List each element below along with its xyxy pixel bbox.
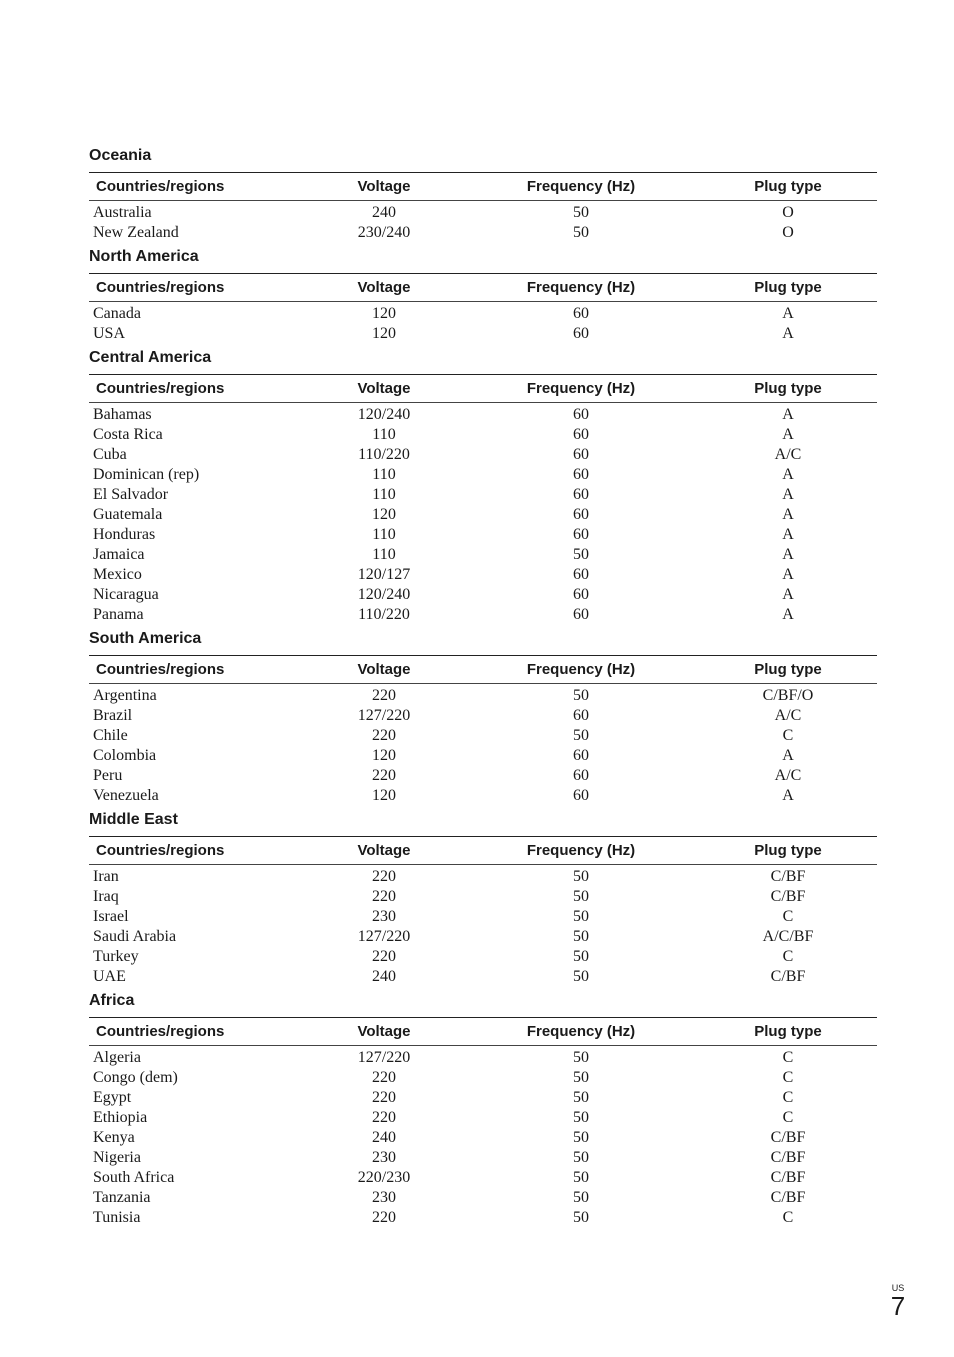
frequency-cell: 50 bbox=[573, 727, 589, 744]
column-header: Frequency (Hz) bbox=[463, 375, 699, 403]
plug-type-cell: C/BF/O bbox=[762, 687, 814, 704]
frequency-cell: 50 bbox=[573, 546, 589, 563]
plug-type-cell: C bbox=[782, 727, 794, 744]
plug-type-cell: C/BF bbox=[770, 888, 806, 905]
voltage-tables-content bbox=[89, 146, 877, 1232]
voltage-cell: 120 bbox=[372, 787, 396, 804]
plug-type-cell: A bbox=[782, 606, 794, 623]
region-table-middle-east bbox=[89, 836, 877, 987]
plug-type-cell: O bbox=[782, 204, 794, 221]
frequency-cell: 60 bbox=[573, 707, 589, 724]
country-cell: South Africa bbox=[93, 1169, 175, 1186]
frequency-cell: 50 bbox=[573, 687, 589, 704]
table-row bbox=[89, 684, 877, 707]
table-row bbox=[89, 324, 877, 344]
page-number bbox=[886, 1283, 910, 1319]
plug-type-cell: A bbox=[782, 586, 794, 603]
voltage-cell: 120/127 bbox=[357, 566, 411, 583]
plug-type-cell: C bbox=[782, 948, 794, 965]
country-cell: Tanzania bbox=[93, 1189, 151, 1206]
voltage-cell: 110/220 bbox=[358, 606, 410, 623]
frequency-cell: 50 bbox=[573, 204, 589, 221]
column-header: Frequency (Hz) bbox=[463, 837, 699, 865]
plug-type-cell: C bbox=[782, 1209, 794, 1226]
frequency-cell: 60 bbox=[573, 606, 589, 623]
country-cell: USA bbox=[93, 325, 126, 342]
country-cell: Panama bbox=[93, 606, 144, 623]
region-title-oceania: Oceania bbox=[89, 147, 152, 164]
voltage-cell: 110 bbox=[372, 466, 396, 483]
column-header: Plug type bbox=[699, 837, 877, 865]
country-cell: Kenya bbox=[93, 1129, 135, 1146]
table-row bbox=[89, 1046, 877, 1069]
country-cell: Tunisia bbox=[93, 1209, 141, 1226]
table-header-row bbox=[89, 173, 877, 201]
country-cell: Venezuela bbox=[93, 787, 159, 804]
frequency-cell: 60 bbox=[573, 325, 589, 342]
table-row bbox=[89, 605, 877, 625]
table-row bbox=[89, 1108, 877, 1128]
table-row bbox=[89, 1088, 877, 1108]
table-row bbox=[89, 465, 877, 485]
country-cell: UAE bbox=[93, 968, 126, 985]
plug-type-cell: A bbox=[782, 486, 794, 503]
table-row bbox=[89, 726, 877, 746]
frequency-cell: 50 bbox=[573, 1109, 589, 1126]
table-header-row bbox=[89, 375, 877, 403]
table-row bbox=[89, 1068, 877, 1088]
table-row bbox=[89, 1128, 877, 1148]
region-table-central-america bbox=[89, 374, 877, 625]
plug-type-cell: C/BF bbox=[770, 968, 806, 985]
table-row bbox=[89, 967, 877, 987]
plug-type-cell: C bbox=[782, 908, 794, 925]
voltage-cell: 110/220 bbox=[358, 446, 410, 463]
table-header-row bbox=[89, 656, 877, 684]
table-row bbox=[89, 525, 877, 545]
plug-type-cell: A/C bbox=[774, 767, 802, 784]
voltage-cell: 220 bbox=[372, 888, 396, 905]
plug-type-cell: A bbox=[782, 325, 794, 342]
voltage-cell: 230 bbox=[372, 1189, 396, 1206]
plug-type-cell: C bbox=[782, 1069, 794, 1086]
voltage-cell: 220 bbox=[372, 948, 396, 965]
frequency-cell: 60 bbox=[573, 305, 589, 322]
table-row bbox=[89, 545, 877, 565]
region-table-africa bbox=[89, 1017, 877, 1228]
country-cell: Mexico bbox=[93, 566, 142, 583]
region-title-middle-east: Middle East bbox=[89, 811, 178, 828]
country-cell: Argentina bbox=[93, 687, 157, 704]
country-cell: Saudi Arabia bbox=[93, 928, 177, 945]
region-table-south-america bbox=[89, 655, 877, 806]
voltage-cell: 220 bbox=[372, 687, 396, 704]
voltage-cell: 220 bbox=[372, 1069, 396, 1086]
plug-type-cell: A bbox=[782, 466, 794, 483]
plug-type-cell: A bbox=[782, 566, 794, 583]
voltage-cell: 220 bbox=[372, 1089, 396, 1106]
country-cell: Costa Rica bbox=[93, 426, 163, 443]
voltage-cell: 120 bbox=[372, 506, 396, 523]
table-row bbox=[89, 786, 877, 806]
table-row bbox=[89, 445, 877, 465]
table-row bbox=[89, 746, 877, 766]
column-header: Voltage bbox=[305, 837, 463, 865]
voltage-cell: 120 bbox=[372, 747, 396, 764]
region-table-oceania bbox=[89, 172, 877, 243]
table-header-row bbox=[89, 837, 877, 865]
table-row bbox=[89, 585, 877, 605]
plug-type-cell: A/C bbox=[774, 446, 802, 463]
column-header: Countries/regions bbox=[89, 173, 305, 201]
plug-type-cell: C/BF bbox=[770, 1169, 806, 1186]
voltage-cell: 120/240 bbox=[357, 406, 411, 423]
country-cell: Cuba bbox=[93, 446, 127, 463]
column-header: Frequency (Hz) bbox=[463, 656, 699, 684]
voltage-cell: 220 bbox=[372, 868, 396, 885]
voltage-cell: 240 bbox=[372, 204, 396, 221]
column-header: Countries/regions bbox=[89, 837, 305, 865]
frequency-cell: 50 bbox=[573, 948, 589, 965]
frequency-cell: 50 bbox=[573, 1069, 589, 1086]
frequency-cell: 50 bbox=[573, 1189, 589, 1206]
plug-type-cell: C bbox=[782, 1049, 794, 1066]
plug-type-cell: A/C/BF bbox=[762, 928, 814, 945]
voltage-cell: 127/220 bbox=[357, 1049, 411, 1066]
plug-type-cell: A bbox=[782, 426, 794, 443]
frequency-cell: 50 bbox=[573, 1049, 589, 1066]
table-row bbox=[89, 927, 877, 947]
frequency-cell: 50 bbox=[573, 868, 589, 885]
table-row bbox=[89, 706, 877, 726]
table-header-row bbox=[89, 274, 877, 302]
table-header-row bbox=[89, 1018, 877, 1046]
voltage-cell: 220 bbox=[372, 727, 396, 744]
plug-type-cell: A bbox=[782, 526, 794, 543]
column-header: Frequency (Hz) bbox=[463, 173, 699, 201]
voltage-cell: 220/230 bbox=[357, 1169, 411, 1186]
table-row bbox=[89, 425, 877, 445]
column-header: Voltage bbox=[305, 274, 463, 302]
voltage-cell: 240 bbox=[372, 968, 396, 985]
column-header: Plug type bbox=[699, 1018, 877, 1046]
table-row bbox=[89, 565, 877, 585]
frequency-cell: 60 bbox=[573, 486, 589, 503]
plug-type-cell: C bbox=[782, 1109, 794, 1126]
voltage-cell: 220 bbox=[372, 767, 396, 784]
table-row bbox=[89, 865, 877, 888]
country-cell: El Salvador bbox=[93, 486, 169, 503]
country-cell: Nigeria bbox=[93, 1149, 141, 1166]
country-cell: Algeria bbox=[93, 1049, 141, 1066]
frequency-cell: 60 bbox=[573, 446, 589, 463]
country-cell: Colombia bbox=[93, 747, 157, 764]
plug-type-cell: A/C bbox=[774, 707, 802, 724]
country-cell: Guatemala bbox=[93, 506, 163, 523]
plug-type-cell: C/BF bbox=[770, 1189, 806, 1206]
voltage-cell: 220 bbox=[372, 1209, 396, 1226]
voltage-cell: 110 bbox=[372, 426, 396, 443]
country-cell: Dominican (rep) bbox=[93, 466, 200, 483]
column-header: Plug type bbox=[699, 274, 877, 302]
country-cell: Honduras bbox=[93, 526, 156, 543]
frequency-cell: 50 bbox=[573, 928, 589, 945]
column-header: Plug type bbox=[699, 173, 877, 201]
table-row bbox=[89, 766, 877, 786]
country-cell: New Zealand bbox=[93, 224, 179, 241]
country-cell: Nicaragua bbox=[93, 586, 159, 603]
country-cell: Bahamas bbox=[93, 406, 152, 423]
column-header: Countries/regions bbox=[89, 1018, 305, 1046]
region-title-africa: Africa bbox=[89, 992, 135, 1009]
frequency-cell: 50 bbox=[573, 1209, 589, 1226]
voltage-cell: 110 bbox=[372, 486, 396, 503]
country-cell: Iran bbox=[93, 868, 119, 885]
frequency-cell: 50 bbox=[573, 1089, 589, 1106]
frequency-cell: 60 bbox=[573, 466, 589, 483]
voltage-cell: 127/220 bbox=[357, 928, 411, 945]
voltage-cell: 127/220 bbox=[357, 707, 411, 724]
table-row bbox=[89, 907, 877, 927]
country-cell: Turkey bbox=[93, 948, 139, 965]
country-cell: Israel bbox=[93, 908, 129, 925]
column-header: Voltage bbox=[305, 656, 463, 684]
country-cell: Canada bbox=[93, 305, 141, 322]
plug-type-cell: A bbox=[782, 546, 794, 563]
country-cell: Brazil bbox=[93, 707, 133, 724]
region-table-north-america bbox=[89, 273, 877, 344]
table-row bbox=[89, 1188, 877, 1208]
voltage-cell: 110 bbox=[372, 546, 396, 563]
frequency-cell: 50 bbox=[573, 1149, 589, 1166]
country-cell: Egypt bbox=[93, 1089, 132, 1106]
plug-type-cell: C/BF bbox=[770, 1129, 806, 1146]
table-row bbox=[89, 485, 877, 505]
column-header: Voltage bbox=[305, 1018, 463, 1046]
voltage-cell: 120/240 bbox=[357, 586, 411, 603]
column-header: Plug type bbox=[699, 375, 877, 403]
voltage-cell: 230 bbox=[372, 908, 396, 925]
voltage-cell: 230 bbox=[372, 1149, 396, 1166]
country-cell: Jamaica bbox=[93, 546, 145, 563]
column-header: Countries/regions bbox=[89, 274, 305, 302]
column-header: Voltage bbox=[305, 375, 463, 403]
plug-type-cell: A bbox=[782, 787, 794, 804]
region-title-south-america: South America bbox=[89, 630, 202, 647]
column-header: Plug type bbox=[699, 656, 877, 684]
frequency-cell: 50 bbox=[573, 908, 589, 925]
table-row bbox=[89, 947, 877, 967]
frequency-cell: 60 bbox=[573, 426, 589, 443]
voltage-cell: 230/240 bbox=[357, 224, 411, 241]
page-language-code: US bbox=[891, 1283, 905, 1293]
table-row bbox=[89, 505, 877, 525]
plug-type-cell: A bbox=[782, 506, 794, 523]
frequency-cell: 60 bbox=[573, 767, 589, 784]
table-row bbox=[89, 403, 877, 426]
frequency-cell: 60 bbox=[573, 566, 589, 583]
column-header: Frequency (Hz) bbox=[463, 1018, 699, 1046]
region-title-north-america: North America bbox=[89, 248, 199, 265]
country-cell: Australia bbox=[93, 204, 152, 221]
voltage-cell: 120 bbox=[372, 325, 396, 342]
column-header: Voltage bbox=[305, 173, 463, 201]
frequency-cell: 60 bbox=[573, 406, 589, 423]
country-cell: Congo (dem) bbox=[93, 1069, 178, 1086]
table-row bbox=[89, 201, 877, 224]
plug-type-cell: C/BF bbox=[770, 868, 806, 885]
table-row bbox=[89, 223, 877, 243]
frequency-cell: 60 bbox=[573, 747, 589, 764]
plug-type-cell: O bbox=[782, 224, 794, 241]
country-cell: Chile bbox=[93, 727, 128, 744]
frequency-cell: 60 bbox=[573, 526, 589, 543]
table-row bbox=[89, 302, 877, 325]
voltage-cell: 240 bbox=[372, 1129, 396, 1146]
voltage-cell: 220 bbox=[372, 1109, 396, 1126]
column-header: Frequency (Hz) bbox=[463, 274, 699, 302]
frequency-cell: 60 bbox=[573, 506, 589, 523]
plug-type-cell: C/BF bbox=[770, 1149, 806, 1166]
country-cell: Ethiopia bbox=[93, 1109, 148, 1126]
page-number-value: 7 bbox=[890, 1291, 906, 1321]
table-row bbox=[89, 1168, 877, 1188]
voltage-cell: 120 bbox=[372, 305, 396, 322]
plug-type-cell: A bbox=[782, 305, 794, 322]
frequency-cell: 50 bbox=[573, 1129, 589, 1146]
frequency-cell: 50 bbox=[573, 1169, 589, 1186]
frequency-cell: 60 bbox=[573, 787, 589, 804]
plug-type-cell: A bbox=[782, 747, 794, 764]
country-cell: Peru bbox=[93, 767, 123, 784]
frequency-cell: 50 bbox=[573, 888, 589, 905]
table-row bbox=[89, 1208, 877, 1228]
country-cell: Iraq bbox=[93, 888, 119, 905]
column-header: Countries/regions bbox=[89, 375, 305, 403]
table-row bbox=[89, 887, 877, 907]
frequency-cell: 50 bbox=[573, 224, 589, 241]
region-title-central-america: Central America bbox=[89, 349, 212, 366]
frequency-cell: 60 bbox=[573, 586, 589, 603]
table-row bbox=[89, 1148, 877, 1168]
voltage-cell: 110 bbox=[372, 526, 396, 543]
plug-type-cell: A bbox=[782, 406, 794, 423]
column-header: Countries/regions bbox=[89, 656, 305, 684]
plug-type-cell: C bbox=[782, 1089, 794, 1106]
frequency-cell: 50 bbox=[573, 968, 589, 985]
